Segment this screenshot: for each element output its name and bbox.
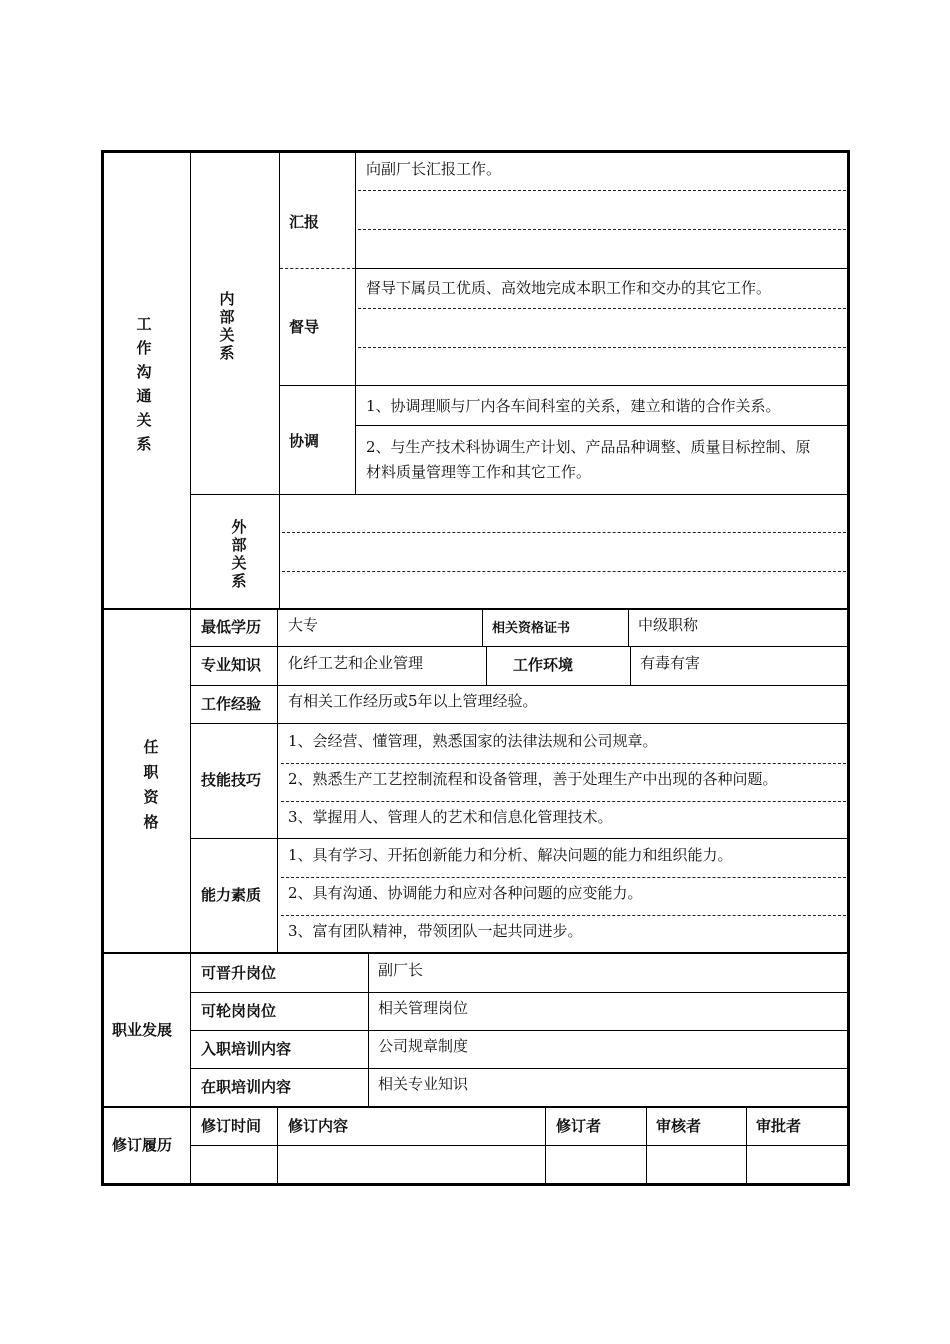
- revision-header: 审批者: [756, 1117, 802, 1135]
- env-value: 有毒有害: [640, 654, 701, 672]
- experience-label: 工作经验: [201, 695, 262, 713]
- cert-value: 中级职称: [638, 616, 699, 634]
- coordinate-label: 协调: [289, 432, 320, 450]
- knowledge-value: 化纤工艺和企业管理: [288, 654, 424, 672]
- table-border-bottom: [101, 1183, 850, 1186]
- row-divider: [355, 268, 850, 269]
- column-divider: [630, 646, 631, 685]
- section-divider: [101, 608, 850, 610]
- row-divider: [358, 190, 846, 191]
- qualification-title: 任 职 资 格: [143, 738, 159, 831]
- row-divider: [358, 308, 846, 309]
- row-divider: [190, 1145, 850, 1146]
- career-row-label: 可轮岗岗位: [201, 1002, 277, 1020]
- row-divider: [190, 838, 850, 839]
- row-divider: [281, 763, 846, 764]
- career-title: 职业发展: [112, 1021, 173, 1039]
- experience-value: 有相关工作经历或5年以上管理经验。: [288, 692, 538, 710]
- career-row-value: 副厂长: [378, 961, 424, 979]
- career-row-label: 可晋升岗位: [201, 964, 277, 982]
- coordinate-item: 2、与生产技术科协调生产计划、产品品种调整、质量目标控制、原: [366, 438, 811, 456]
- column-divider: [482, 610, 483, 646]
- row-divider: [282, 532, 846, 533]
- column-divider: [279, 494, 280, 608]
- career-row-value: 相关管理岗位: [378, 999, 469, 1017]
- revision-header: 修订时间: [201, 1117, 262, 1135]
- communication-title: 工 作 沟 通 关 系: [136, 315, 152, 453]
- row-divider: [190, 646, 850, 647]
- ability-label: 能力素质: [201, 886, 262, 904]
- career-row-value: 公司规章制度: [378, 1037, 469, 1055]
- row-divider: [281, 915, 846, 916]
- row-divider: [190, 723, 850, 724]
- report-label: 汇报: [289, 213, 320, 231]
- row-divider: [190, 1068, 850, 1069]
- table-border-left: [101, 150, 104, 1186]
- external-relations-label: 外 部 关 系: [231, 518, 247, 590]
- row-divider: [358, 347, 846, 348]
- column-divider: [355, 150, 356, 494]
- coordinate-item: 1、协调理顺与厂内各车间科室的关系，建立和谐的合作关系。: [366, 397, 781, 415]
- supervise-label: 督导: [289, 318, 320, 336]
- row-divider: [281, 877, 846, 878]
- skill-item: 2、熟悉生产工艺控制流程和设备管理，善于处理生产中出现的各种问题。: [288, 770, 778, 788]
- knowledge-label: 专业知识: [201, 656, 262, 674]
- cert-label: 相关资格证书: [492, 621, 571, 636]
- ability-item: 2、具有沟通、协调能力和应对各种问题的应变能力。: [288, 884, 643, 902]
- revision-title: 修订履历: [112, 1136, 173, 1154]
- section-divider: [101, 1106, 850, 1108]
- column-divider: [279, 150, 280, 494]
- revision-header: 审核者: [656, 1117, 702, 1135]
- row-divider: [190, 1030, 850, 1031]
- coordinate-item: 材料质量管理等工作和其它工作。: [366, 463, 592, 481]
- column-divider: [277, 610, 278, 952]
- row-divider: [358, 229, 846, 230]
- skills-label: 技能技巧: [201, 771, 262, 789]
- row-divider: [355, 425, 850, 426]
- column-divider: [486, 646, 487, 685]
- env-label: 工作环境: [513, 656, 574, 674]
- career-row-label: 入职培训内容: [201, 1040, 292, 1058]
- row-divider: [190, 992, 850, 993]
- ability-item: 1、具有学习、开拓创新能力和分析、解决问题的能力和组织能力。: [288, 846, 733, 864]
- skill-item: 1、会经营、懂管理，熟悉国家的法律法规和公司规章。: [288, 732, 658, 750]
- row-divider: [282, 571, 846, 572]
- revision-header: 修订内容: [288, 1117, 349, 1135]
- row-divider: [280, 268, 355, 269]
- row-divider: [279, 385, 850, 386]
- ability-item: 3、富有团队精神，带领团队一起共同进步。: [288, 922, 583, 940]
- career-row-value: 相关专业知识: [378, 1075, 469, 1093]
- revision-header: 修订者: [556, 1117, 602, 1135]
- internal-relations-label: 内 部 关 系: [219, 290, 235, 362]
- row-divider: [190, 494, 850, 495]
- report-text: 向副厂长汇报工作。: [366, 160, 502, 178]
- column-divider: [628, 610, 629, 646]
- row-divider: [190, 685, 850, 686]
- career-row-label: 在职培训内容: [201, 1078, 292, 1096]
- row-divider: [281, 801, 846, 802]
- table-border-top: [101, 150, 850, 153]
- section-divider: [101, 952, 850, 954]
- education-value: 大专: [288, 616, 319, 634]
- education-label: 最低学历: [201, 618, 262, 636]
- skill-item: 3、掌握用人、管理人的艺术和信息化管理技术。: [288, 808, 613, 826]
- supervise-text: 督导下属员工优质、高效地完成本职工作和交办的其它工作。: [366, 279, 772, 297]
